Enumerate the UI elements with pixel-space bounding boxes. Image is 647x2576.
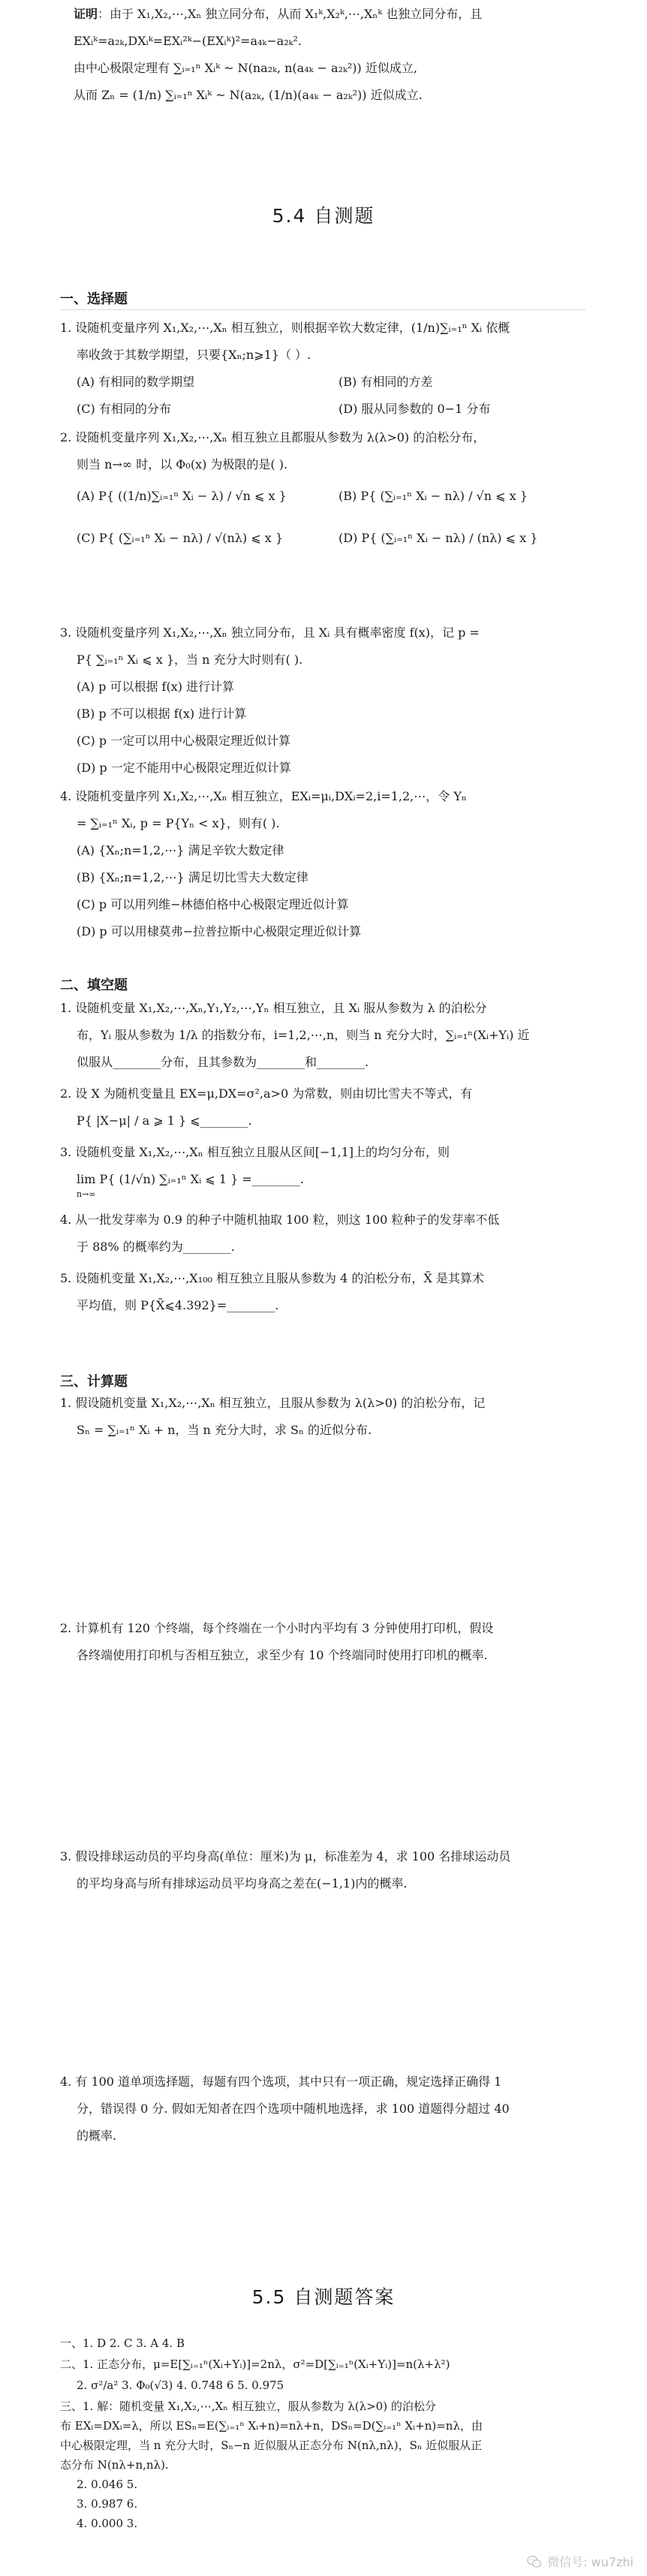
answers-calc-1-line-4: 态分布 N(nλ+n,nλ). xyxy=(60,2458,169,2472)
choice-q3-line-2: P{ ∑ᵢ₌₁ⁿ Xᵢ ⩽ x }，当 n 充分大时则有( ). xyxy=(77,652,303,667)
section-title-5-5: 5.5 自测题答案 xyxy=(251,2286,396,2308)
fill-q5-line-2: 平均值，则 P{X̄⩽4.392}=________. xyxy=(77,1298,279,1312)
choice-q1-option-c: (C) 有相同的分布 xyxy=(77,402,171,416)
calc-question-4 xyxy=(60,2072,600,2153)
choice-q2-line-2: 则当 n→∞ 时，以 Φ₀(x) 为极限的是( ). xyxy=(77,457,288,472)
answers-choice: 一、1. D 2. C 3. A 4. B xyxy=(60,2336,185,2350)
answers-fill-1: 二、1. 正态分布，μ=E[∑ᵢ₌₁ⁿ(Xᵢ+Yᵢ)]=2nλ，σ²=D[∑ᵢ₌₁ⁿ(Xᵢ+Yᵢ)]=n(λ+λ²) xyxy=(60,2358,450,2371)
choice-q4-option-b: (B) {Xₙ;n=1,2,⋯} 满足切比雪夫大数定律 xyxy=(77,870,308,884)
choice-q3-option-c: (C) p 一定可以用中心极限定理近似计算 xyxy=(77,734,291,748)
choice-q2-option-b: (B) P{ (∑ᵢ₌₁ⁿ Xᵢ − nλ) / √n ⩽ x } xyxy=(339,489,528,503)
proof-block: 证明：由于 X₁,X₂,⋯,Xₙ 独立同分布，从而 X₁ᵏ,X₂ᵏ,⋯,Xₙᵏ 也独立同分布，且 EXᵢᵏ=a₂ₖ,DXᵢᵏ=EXᵢ²ᵏ−(EXᵢᵏ)²=a₄ₖ−a₂ₖ². 由中心极限定理有 ∑ᵢ₌₁ⁿ Xᵢᵏ ~ N(na₂ₖ, n(a₄ₖ − a₂ₖ²)) 近似成立, 从而 Zₙ = (1/n) ∑ᵢ₌₁ⁿ Xᵢᵏ ~ N(a₂ₖ, (1/n)(a₄ₖ − a₂ₖ²)) 近似成立. xyxy=(74,5,599,113)
choice-question-3 xyxy=(60,623,600,785)
choice-q4-option-c: (C) p 可以用列维−林德伯格中心极限定理近似计算 xyxy=(77,897,349,911)
choice-q4-option-d: (D) p 可以用棣莫弗−拉普拉斯中心极限定理近似计算 xyxy=(77,924,362,939)
choice-question-2 xyxy=(60,428,600,556)
choice-q4-line-2: = ∑ᵢ₌₁ⁿ Xᵢ, p = P{Yₙ < x}，则有( ). xyxy=(77,816,280,830)
choice-heading: 一、选择题 xyxy=(60,291,128,307)
choice-q3-option-b: (B) p 不可以根据 f(x) 进行计算 xyxy=(77,707,247,721)
calc-question-1 xyxy=(60,1393,600,1448)
fill-q2-line-2: P{ |X−μ| / a ⩾ 1 } ⩽________. xyxy=(77,1113,252,1128)
watermark-text: 微信号: wu7zhi xyxy=(547,2555,633,2569)
calc-q4-line-1: 4. 有 100 道单项选择题，每题有四个选项，其中只有一项正确，规定选择正确得 1 xyxy=(60,2074,502,2089)
choice-q1-line-2: 率收敛于其数学期望，只要{Xₙ;n⩾1}（ ）. xyxy=(77,348,311,362)
proof-line-4: 从而 Zₙ = (1/n) ∑ᵢ₌₁ⁿ Xᵢᵏ ~ N(a₂ₖ, (1/n)(a₄ₖ − a₂ₖ²)) 近似成立. xyxy=(74,88,423,102)
calc-q3-line-1: 3. 假设排球运动员的平均身高(单位：厘米)为 μ，标准差为 4，求 100 名排球运动员 xyxy=(60,1849,511,1863)
wechat-icon xyxy=(526,2553,543,2570)
calc-q1-line-1: 1. 假设随机变量 X₁,X₂,⋯,Xₙ 相互独立，且服从参数为 λ(λ>0) 的泊松分布，记 xyxy=(60,1396,486,1410)
fill-heading: 二、填空题 xyxy=(60,978,128,993)
fill-q1-line-3: 似服从________分布，且其参数为________和________. xyxy=(77,1055,369,1069)
fill-q3-limit-subscript: n→∞ xyxy=(77,1189,96,1199)
calc-q4-line-2: 分，错误得 0 分. 假如无知者在四个选项中随机地选择，求 100 道题得分超过 40 xyxy=(77,2101,510,2116)
answers-calc-1-line-2: 布 EXᵢ=DXᵢ=λ，所以 ESₙ=E(∑ᵢ₌₁ⁿ Xᵢ+n)=nλ+n，DSₙ=D(∑ᵢ₌₁ⁿ Xᵢ+n)=nλ，由 xyxy=(60,2419,483,2433)
calc-q2-line-2: 各终端使用打印机与否相互独立，求至少有 10 个终端同时使用打印机的概率. xyxy=(77,1648,488,1662)
choice-q3-line-1: 3. 设随机变量序列 X₁,X₂,⋯,Xₙ 独立同分布，且 Xᵢ 具有概率密度 f(x)，记 p = xyxy=(60,625,480,640)
calc-q2-line-1: 2. 计算机有 120 个终端，每个终端在一个小时内平均有 3 分钟使用打印机，假设 xyxy=(60,1621,494,1635)
divider xyxy=(60,309,585,310)
answers-calc-1-line-3: 中心极限定理，当 n 充分大时，Sₙ−n 近似服从正态分布 N(nλ,nλ)，Sₙ 近似服从正 xyxy=(60,2439,483,2452)
answers-block xyxy=(60,2335,600,2532)
calc-question-2 xyxy=(60,1619,600,1673)
fill-q3-line-1: 3. 设随机变量 X₁,X₂,⋯,Xₙ 相互独立且服从区间[−1,1]上的均匀分布，则 xyxy=(60,1145,450,1159)
proof-label: 证明 xyxy=(74,7,98,21)
answers-calc-3: 3. 0.987 6. xyxy=(77,2497,138,2511)
answers-calc-2: 2. 0.046 5. xyxy=(77,2478,138,2491)
answers-calc-1-line-1: 三、1. 解：随机变量 X₁,X₂,⋯,Xₙ 相互独立，服从参数为 λ(λ>0) 的泊松分 xyxy=(60,2400,436,2413)
fill-q4-line-1: 4. 从一批发芽率为 0.9 的种子中随机抽取 100 粒，则这 100 粒种子的发芽率不低 xyxy=(60,1213,500,1227)
calc-q1-line-2: Sₙ = ∑ᵢ₌₁ⁿ Xᵢ + n，当 n 充分大时，求 Sₙ 的近似分布. xyxy=(77,1423,372,1437)
choice-q4-line-1: 4. 设随机变量序列 X₁,X₂,⋯,Xₙ 相互独立，EXᵢ=μᵢ,DXᵢ=2,i=1,2,⋯，令 Yₙ xyxy=(60,789,467,803)
choice-q2-option-d: (D) P{ (∑ᵢ₌₁ⁿ Xᵢ − nλ) / (nλ) ⩽ x } xyxy=(339,531,538,545)
choice-q1-option-a: (A) 有相同的数学期望 xyxy=(77,375,195,389)
choice-q3-option-a: (A) p 可以根据 f(x) 进行计算 xyxy=(77,679,235,694)
choice-q1-option-d: (D) 服从同参数的 0−1 分布 xyxy=(339,402,491,416)
calc-question-3 xyxy=(60,1847,600,1901)
calc-q4-line-3: 的概率. xyxy=(77,2129,117,2143)
choice-q2-option-a: (A) P{ ((1/n)∑ᵢ₌₁ⁿ Xᵢ − λ) / √n ⩽ x } xyxy=(77,489,287,503)
fill-q2-line-1: 2. 设 X 为随机变量且 EX=μ,DX=σ²,a>0 为常数，则由切比雪夫不等式，有 xyxy=(60,1086,473,1101)
section-title-5-4: 5.4 自测题 xyxy=(272,205,375,227)
fill-q1-line-1: 1. 设随机变量 X₁,X₂,⋯,Xₙ,Y₁,Y₂,⋯,Yₙ 相互独立，且 Xᵢ 服从参数为 λ 的泊松分 xyxy=(60,1001,487,1015)
calc-heading: 三、计算题 xyxy=(60,1374,128,1390)
fill-q3-line-2: lim P{ (1/√n) ∑ᵢ₌₁ⁿ Xᵢ ⩽ 1 } =________. xyxy=(77,1172,304,1186)
choice-q4-option-a: (A) {Xₙ;n=1,2,⋯} 满足辛钦大数定律 xyxy=(77,843,284,857)
choice-q2-line-1: 2. 设随机变量序列 X₁,X₂,⋯,Xₙ 相互独立且都服从参数为 λ(λ>0) 的泊松分布， xyxy=(60,430,486,444)
proof-line-3: 由中心极限定理有 ∑ᵢ₌₁ⁿ Xᵢᵏ ~ N(na₂ₖ, n(a₄ₖ − a₂ₖ²)) 近似成立, xyxy=(74,61,417,75)
fill-q1-line-2: 布，Yᵢ 服从参数为 1/λ 的指数分布，i=1,2,⋯,n，则当 n 充分大时，∑ᵢ₌₁ⁿ(Xᵢ+Yᵢ) 近 xyxy=(77,1028,530,1042)
choice-q1-line-1: 1. 设随机变量序列 X₁,X₂,⋯,Xₙ 相互独立，则根据辛钦大数定律，(1/n)∑ᵢ₌₁ⁿ Xᵢ 依概 xyxy=(60,321,510,335)
fill-section xyxy=(60,999,600,1323)
choice-question-1 xyxy=(60,318,600,426)
watermark xyxy=(526,2553,633,2570)
choice-q3-option-d: (D) p 一定不能用中心极限定理近似计算 xyxy=(77,761,291,775)
proof-line-1: 由于 X₁,X₂,⋯,Xₙ 独立同分布，从而 X₁ᵏ,X₂ᵏ,⋯,Xₙᵏ 也独立同分布，且 xyxy=(110,7,483,21)
fill-q4-line-2: 于 88% 的概率约为________. xyxy=(77,1240,235,1254)
answers-calc-4: 4. 0.000 3. xyxy=(77,2517,138,2530)
choice-q2-option-c: (C) P{ (∑ᵢ₌₁ⁿ Xᵢ − nλ) / √(nλ) ⩽ x } xyxy=(77,531,284,545)
calc-q3-line-2: 的平均身高与所有排球运动员平均身高之差在(−1,1)内的概率. xyxy=(77,1876,408,1891)
choice-q1-option-b: (B) 有相同的方差 xyxy=(339,375,433,389)
fill-q5-line-1: 5. 设随机变量 X₁,X₂,⋯,X₁₀₀ 相互独立且服从参数为 4 的泊松分布，X̄ 是其算术 xyxy=(60,1271,484,1285)
answers-fill-2-5: 2. σ²/a² 3. Φ₀(√3) 4. 0.748 6 5. 0.975 xyxy=(77,2379,284,2392)
choice-question-4 xyxy=(60,787,600,949)
proof-line-2: EXᵢᵏ=a₂ₖ,DXᵢᵏ=EXᵢ²ᵏ−(EXᵢᵏ)²=a₄ₖ−a₂ₖ². xyxy=(74,34,302,48)
